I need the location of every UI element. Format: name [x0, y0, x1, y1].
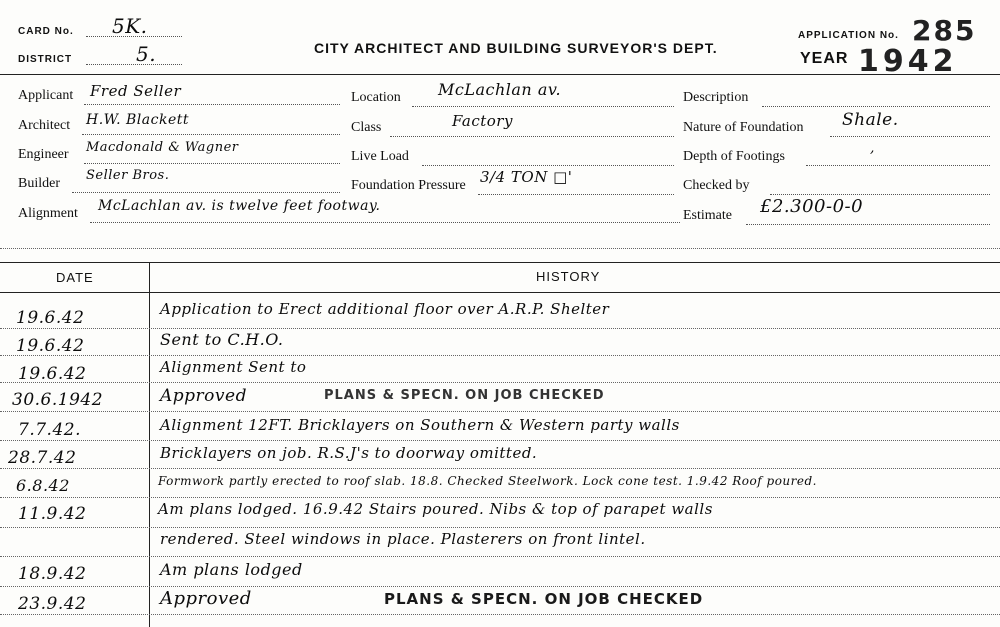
card-no-value: 5K. [112, 14, 148, 38]
year-value: 1942 [858, 44, 958, 79]
history-header: HISTORY [536, 269, 601, 284]
class-value: Factory [452, 112, 513, 130]
alignment-value: McLachlan av. is twelve feet footway. [98, 198, 381, 214]
history-row-date: 11.9.42 [18, 504, 87, 524]
history-row-text: Alignment Sent to [160, 358, 307, 376]
description-label: Description [683, 90, 749, 105]
foundation-pressure-label: Foundation Pressure [351, 178, 466, 193]
history-row-date: 28.7.42 [8, 448, 77, 468]
dept-title: CITY ARCHITECT AND BUILDING SURVEYOR'S DEPT. [314, 40, 718, 56]
depth-of-footings-value: , [870, 140, 875, 156]
builder-value: Seller Bros. [86, 168, 170, 183]
history-row-text: Application to Erect additional floor over A.R.P. Shelter [160, 300, 610, 318]
checked-stamp: PLANS & SPECN. ON JOB CHECKED [324, 388, 605, 403]
district-value: 5. [136, 42, 157, 66]
nature-of-foundation-value: Shale. [842, 110, 899, 130]
year-label: YEAR [800, 50, 849, 67]
builder-label: Builder [18, 176, 60, 191]
history-row-date: 7.7.42. [18, 420, 81, 440]
application-no-label: APPLICATION No. [798, 30, 899, 41]
live-load-label: Live Load [351, 149, 409, 164]
history-row-text: Am plans lodged [160, 560, 303, 579]
checked-by-label: Checked by [683, 178, 750, 193]
history-row-date: 19.6.42 [16, 308, 85, 328]
history-row-text: rendered. Steel windows in place. Plasterers on front lintel. [160, 530, 646, 548]
history-row-text: Am plans lodged. 16.9.42 Stairs poured. Nibs & top of parapet walls [158, 500, 713, 518]
history-row-text: Approved [160, 588, 252, 609]
class-label: Class [351, 120, 382, 135]
architect-label: Architect [18, 118, 71, 133]
estimate-value: £2.300-0-0 [760, 196, 864, 217]
district-label: DISTRICT [18, 54, 73, 65]
history-row-text: Bricklayers on job. R.S.J's to doorway omitted. [160, 444, 538, 462]
location-value: McLachlan av. [438, 80, 562, 99]
estimate-label: Estimate [683, 208, 732, 223]
nature-of-foundation-label: Nature of Foundation [683, 120, 804, 135]
history-row-text: Alignment 12FT. Bricklayers on Southern & Western party walls [160, 416, 680, 434]
history-row-date: 23.9.42 [18, 594, 87, 614]
card-no-label: CARD No. [18, 26, 74, 37]
depth-of-footings-label: Depth of Footings [683, 149, 785, 164]
history-row-date: 6.8.42 [16, 476, 70, 495]
engineer-value: Macdonald & Wagner [86, 140, 239, 155]
history-row-date: 30.6.1942 [12, 390, 104, 410]
foundation-pressure-value: 3/4 TON □' [480, 168, 573, 186]
architect-value: H.W. Blackett [86, 112, 189, 128]
engineer-label: Engineer [18, 147, 69, 162]
history-row-date: 19.6.42 [18, 364, 87, 384]
location-label: Location [351, 90, 401, 105]
applicant-value: Fred Seller [90, 82, 182, 100]
history-row-date: 18.9.42 [18, 564, 87, 584]
history-row-text: Sent to C.H.O. [160, 330, 284, 349]
history-row-text: Approved [160, 386, 247, 406]
history-row-date: 19.6.42 [16, 336, 85, 356]
history-row-text: Formwork partly erected to roof slab. 18.8. Checked Steelwork. Lock cone test. 1.9.42 Roof poured. [158, 474, 817, 488]
applicant-label: Applicant [18, 88, 74, 103]
application-no-value: 285 [912, 14, 977, 47]
checked-stamp: PLANS & SPECN. ON JOB CHECKED [384, 590, 704, 608]
date-header: DATE [56, 270, 94, 285]
alignment-label: Alignment [18, 206, 78, 221]
